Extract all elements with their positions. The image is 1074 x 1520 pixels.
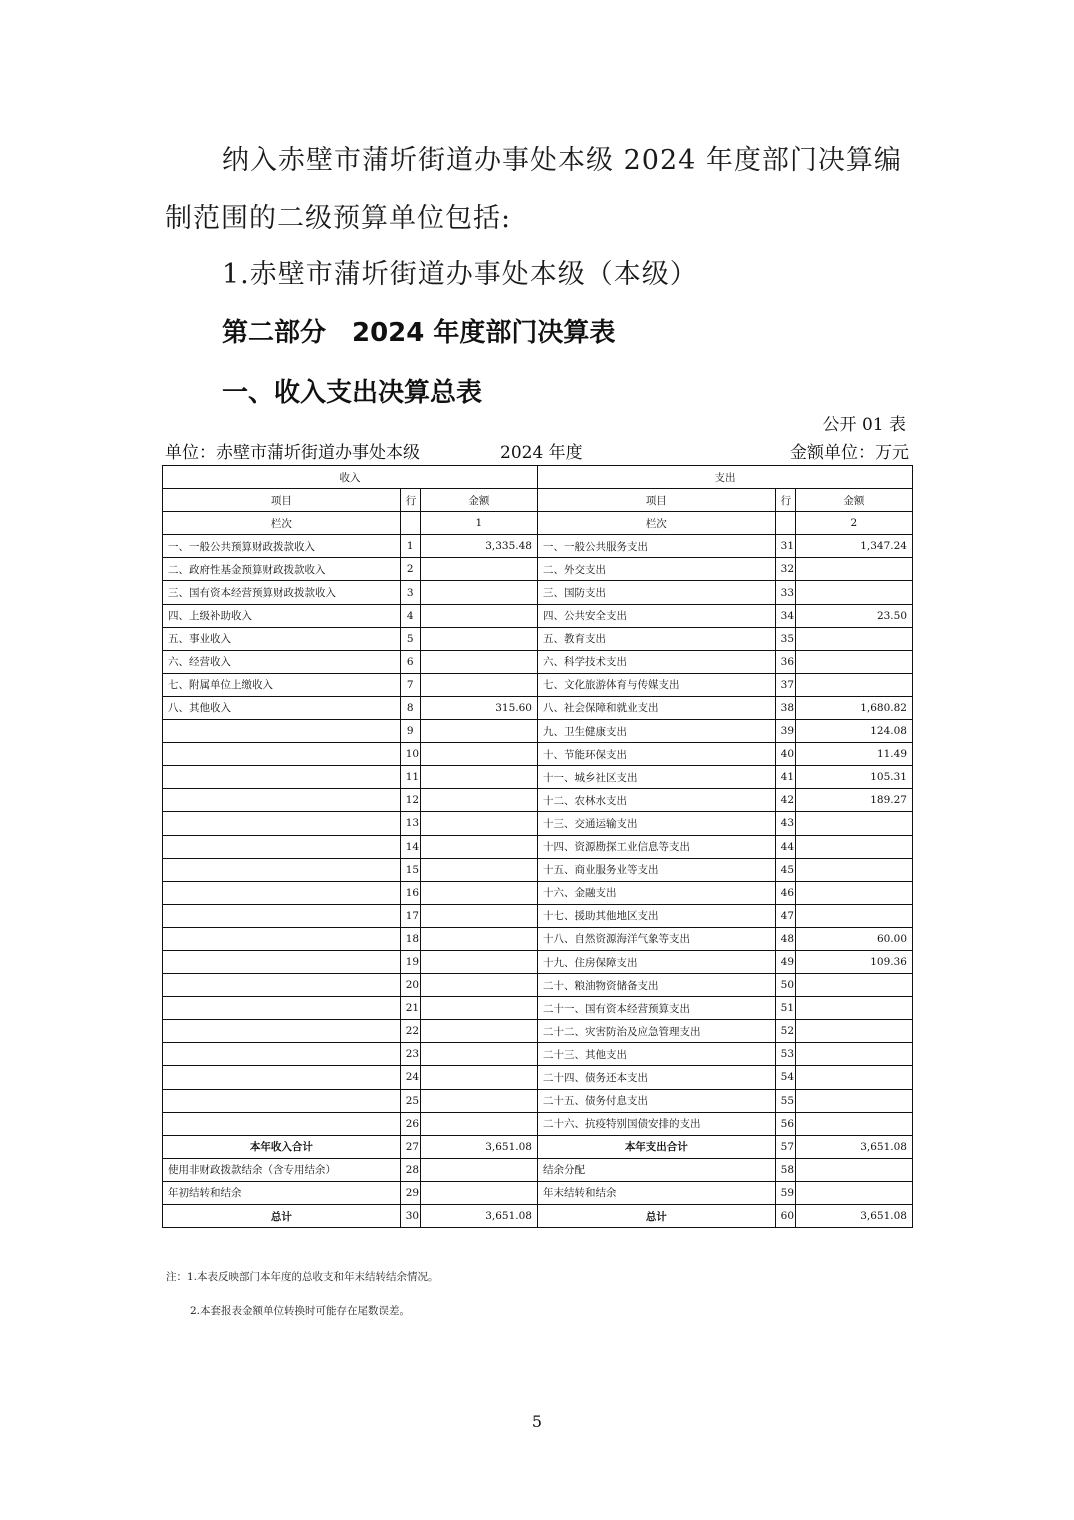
income-line-cell: 12 (400, 789, 420, 812)
income-line-cell: 21 (400, 997, 420, 1020)
income-line-cell: 16 (400, 881, 420, 904)
income-amount-cell (420, 673, 537, 696)
expense-line-cell: 38 (775, 696, 795, 719)
income-line-cell: 9 (400, 720, 420, 743)
income-item-cell: 八、其他收入 (163, 696, 401, 719)
income-line-cell: 8 (400, 696, 420, 719)
table-row (163, 812, 913, 835)
expense-item-cell: 结余分配 (537, 1158, 775, 1181)
income-line-cell: 1 (400, 535, 420, 558)
table-row (163, 835, 913, 858)
expense-item-cell: 二十二、灾害防治及应急管理支出 (537, 1020, 775, 1043)
expense-item-cell: 六、科学技术支出 (537, 650, 775, 673)
income-amount-cell (420, 1158, 537, 1181)
expense-index-label: 栏次 (537, 512, 775, 535)
income-amount-cell (420, 1089, 537, 1112)
income-amount-cell (420, 1043, 537, 1066)
income-line-cell: 14 (400, 835, 420, 858)
table-row (163, 904, 913, 927)
expense-item-cell: 二十五、债务付息支出 (537, 1089, 775, 1112)
income-item-cell (163, 720, 401, 743)
income-line-cell: 17 (400, 904, 420, 927)
income-line-cell: 29 (400, 1181, 420, 1204)
expense-amount-cell (795, 1112, 912, 1135)
table-row (163, 1043, 913, 1066)
expense-item-header: 项目 (537, 489, 775, 512)
expense-line-cell: 35 (775, 627, 795, 650)
money-unit-label: 金额单位：万元 (790, 443, 909, 463)
income-amount-cell (420, 1020, 537, 1043)
group-header-row (163, 466, 913, 489)
income-line-cell: 13 (400, 812, 420, 835)
expense-item-cell: 四、公共安全支出 (537, 604, 775, 627)
page-number: 5 (531, 1412, 543, 1431)
income-line-header: 行 (400, 489, 420, 512)
expense-amount-cell (795, 627, 912, 650)
income-item-cell (163, 1089, 401, 1112)
expense-line-cell: 46 (775, 881, 795, 904)
table-row (163, 858, 913, 881)
income-line-cell: 5 (400, 627, 420, 650)
table-row (163, 766, 913, 789)
income-line-cell: 6 (400, 650, 420, 673)
part-heading: 第二部分 2024 年度部门决算表 (222, 318, 616, 348)
income-amount-cell (420, 904, 537, 927)
expense-line-cell: 52 (775, 1020, 795, 1043)
expense-line-cell: 44 (775, 835, 795, 858)
table-row (163, 627, 913, 650)
expense-item-cell: 七、文化旅游体育与传媒支出 (537, 673, 775, 696)
table-row (163, 696, 913, 719)
expense-amount-cell: 11.49 (795, 743, 912, 766)
expense-amount-cell: 1,680.82 (795, 696, 912, 719)
table-row (163, 1020, 913, 1043)
income-item-cell (163, 927, 401, 950)
income-amount-cell (420, 627, 537, 650)
income-amount-cell (420, 881, 537, 904)
expense-amount-cell: 124.08 (795, 720, 912, 743)
income-line-cell: 7 (400, 673, 420, 696)
income-amount-cell (420, 927, 537, 950)
expense-item-cell: 二、外交支出 (537, 558, 775, 581)
expense-item-cell: 总计 (537, 1205, 775, 1228)
table-row (163, 1112, 913, 1135)
income-amount-cell (420, 650, 537, 673)
income-line-cell: 27 (400, 1135, 420, 1158)
income-item-cell: 本年收入合计 (163, 1135, 401, 1158)
expense-item-cell: 二十三、其他支出 (537, 1043, 775, 1066)
balance-row (163, 1158, 913, 1181)
expense-line-cell: 60 (775, 1205, 795, 1228)
income-amount-cell (420, 1112, 537, 1135)
expense-amount-cell (795, 835, 912, 858)
expense-amount-cell (795, 558, 912, 581)
income-line-cell: 24 (400, 1066, 420, 1089)
expense-amount-cell: 60.00 (795, 927, 912, 950)
balance-row (163, 1181, 913, 1204)
income-item-cell: 二、政府性基金预算财政拨款收入 (163, 558, 401, 581)
income-amount-cell: 3,651.08 (420, 1135, 537, 1158)
expense-line-cell: 37 (775, 673, 795, 696)
expense-item-cell: 十七、援助其他地区支出 (537, 904, 775, 927)
expense-amount-cell (795, 1020, 912, 1043)
income-amount-cell (420, 766, 537, 789)
expense-amount-cell (795, 812, 912, 835)
table-row (163, 789, 913, 812)
income-item-cell: 总计 (163, 1205, 401, 1228)
expense-line-cell: 49 (775, 950, 795, 973)
income-item-cell (163, 997, 401, 1020)
income-amount-cell (420, 789, 537, 812)
income-amount-cell (420, 720, 537, 743)
income-amount-cell (420, 743, 537, 766)
expense-item-cell: 五、教育支出 (537, 627, 775, 650)
income-item-cell (163, 835, 401, 858)
unit-list-item: 1.赤壁市蒲圻街道办事处本级（本级） (222, 259, 698, 290)
expense-amount-cell (795, 581, 912, 604)
table-row (163, 720, 913, 743)
income-item-cell (163, 766, 401, 789)
expense-amount-cell (795, 1089, 912, 1112)
income-line-cell: 15 (400, 858, 420, 881)
expense-line-cell: 40 (775, 743, 795, 766)
expense-item-cell: 年末结转和结余 (537, 1181, 775, 1204)
expense-line-cell: 57 (775, 1135, 795, 1158)
income-amount-cell (420, 858, 537, 881)
income-line-cell: 11 (400, 766, 420, 789)
income-line-cell: 2 (400, 558, 420, 581)
income-item-cell: 七、附属单位上缴收入 (163, 673, 401, 696)
year-label: 2024 年度 (500, 443, 583, 463)
subtotal-row (163, 1135, 913, 1158)
expense-line-cell: 45 (775, 858, 795, 881)
expense-item-cell: 十五、商业服务业等支出 (537, 858, 775, 881)
income-item-cell (163, 950, 401, 973)
income-amount-cell (420, 835, 537, 858)
income-line-cell: 20 (400, 974, 420, 997)
expense-amount-cell (795, 904, 912, 927)
income-item-cell (163, 1043, 401, 1066)
expense-item-cell: 十四、资源勘探工业信息等支出 (537, 835, 775, 858)
expense-item-cell: 十、节能环保支出 (537, 743, 775, 766)
income-amount-cell (420, 604, 537, 627)
income-amount-cell (420, 1066, 537, 1089)
expense-line-cell: 59 (775, 1181, 795, 1204)
income-item-cell: 五、事业收入 (163, 627, 401, 650)
expense-line-cell: 48 (775, 927, 795, 950)
footnote-1: 注：1.本表反映部门本年度的总收支和年末结转结余情况。 (166, 1271, 439, 1283)
expense-item-cell: 十九、住房保障支出 (537, 950, 775, 973)
income-item-cell (163, 743, 401, 766)
income-line-cell: 3 (400, 581, 420, 604)
table-row (163, 1066, 913, 1089)
income-amount-cell: 3,651.08 (420, 1205, 537, 1228)
expense-amount-cell: 3,651.08 (795, 1205, 912, 1228)
expense-line-cell: 34 (775, 604, 795, 627)
table-row (163, 743, 913, 766)
income-amount-header: 金额 (420, 489, 537, 512)
income-amount-cell (420, 558, 537, 581)
income-item-cell: 三、国有资本经营预算财政拨款收入 (163, 581, 401, 604)
income-line-cell: 25 (400, 1089, 420, 1112)
expense-amount-cell (795, 974, 912, 997)
table-row (163, 558, 913, 581)
expense-line-cell: 33 (775, 581, 795, 604)
expense-line-cell: 50 (775, 974, 795, 997)
income-item-cell (163, 1020, 401, 1043)
table-row (163, 1089, 913, 1112)
income-index-line (400, 512, 420, 535)
column-index-row (163, 512, 913, 535)
table-row (163, 927, 913, 950)
column-header-row (163, 489, 913, 512)
income-amount-cell: 3,335.48 (420, 535, 537, 558)
income-amount-cell (420, 974, 537, 997)
footnote-2: 2.本套报表金额单位转换时可能存在尾数误差。 (190, 1305, 411, 1317)
expense-item-cell: 二十、粮油物资储备支出 (537, 974, 775, 997)
income-item-cell (163, 904, 401, 927)
income-line-cell: 10 (400, 743, 420, 766)
expense-line-cell: 51 (775, 997, 795, 1020)
expense-item-cell: 二十六、抗疫特别国债安排的支出 (537, 1112, 775, 1135)
expense-amount-cell: 23.50 (795, 604, 912, 627)
expense-amount-cell: 105.31 (795, 766, 912, 789)
expense-line-cell: 41 (775, 766, 795, 789)
intro-paragraph-line2: 制范围的二级预算单位包括: (165, 203, 512, 234)
expense-amount-cell: 189.27 (795, 789, 912, 812)
income-item-cell: 四、上级补助收入 (163, 604, 401, 627)
income-item-cell: 年初结转和结余 (163, 1181, 401, 1204)
income-amount-cell (420, 997, 537, 1020)
expense-line-cell: 36 (775, 650, 795, 673)
income-item-cell (163, 1066, 401, 1089)
expense-item-cell: 九、卫生健康支出 (537, 720, 775, 743)
income-amount-cell (420, 950, 537, 973)
table-row (163, 604, 913, 627)
income-line-cell: 26 (400, 1112, 420, 1135)
expense-index-line (775, 512, 795, 535)
table-row (163, 950, 913, 973)
table-row (163, 650, 913, 673)
expense-amount-cell (795, 1043, 912, 1066)
expense-item-cell: 八、社会保障和就业支出 (537, 696, 775, 719)
table-row (163, 673, 913, 696)
table-row (163, 997, 913, 1020)
income-amount-cell (420, 1181, 537, 1204)
expense-line-cell: 42 (775, 789, 795, 812)
grand-total-row (163, 1205, 913, 1228)
expense-line-cell: 56 (775, 1112, 795, 1135)
expense-item-cell: 二十四、债务还本支出 (537, 1066, 775, 1089)
expense-amount-cell: 3,651.08 (795, 1135, 912, 1158)
income-line-cell: 19 (400, 950, 420, 973)
income-amount-cell (420, 581, 537, 604)
expense-line-cell: 31 (775, 535, 795, 558)
income-item-cell: 六、经营收入 (163, 650, 401, 673)
income-line-cell: 30 (400, 1205, 420, 1228)
income-index-number: 1 (420, 512, 537, 535)
income-item-cell (163, 974, 401, 997)
income-expense-table (162, 465, 913, 1228)
expense-group-header: 支出 (537, 466, 912, 489)
expense-amount-cell (795, 673, 912, 696)
expense-amount-cell (795, 1158, 912, 1181)
table-row (163, 581, 913, 604)
expense-line-cell: 54 (775, 1066, 795, 1089)
expense-item-cell: 一、一般公共服务支出 (537, 535, 775, 558)
income-item-cell (163, 881, 401, 904)
income-item-cell (163, 789, 401, 812)
income-index-label: 栏次 (163, 512, 401, 535)
intro-paragraph-line1: 纳入赤壁市蒲圻街道办事处本级 2024 年度部门决算编 (222, 145, 902, 176)
income-group-header: 收入 (163, 466, 538, 489)
expense-item-cell: 本年支出合计 (537, 1135, 775, 1158)
expense-item-cell: 十六、金融支出 (537, 881, 775, 904)
expense-amount-cell (795, 1066, 912, 1089)
expense-amount-header: 金额 (795, 489, 912, 512)
income-line-cell: 18 (400, 927, 420, 950)
expense-line-header: 行 (775, 489, 795, 512)
expense-amount-cell: 109.36 (795, 950, 912, 973)
expense-item-cell: 十二、农林水支出 (537, 789, 775, 812)
table-row (163, 881, 913, 904)
expense-item-cell: 三、国防支出 (537, 581, 775, 604)
income-amount-cell (420, 812, 537, 835)
table-row (163, 974, 913, 997)
income-item-cell (163, 812, 401, 835)
table-row (163, 535, 913, 558)
expense-amount-cell (795, 997, 912, 1020)
income-item-cell (163, 1112, 401, 1135)
expense-line-cell: 47 (775, 904, 795, 927)
expense-amount-cell (795, 1181, 912, 1204)
income-item-cell (163, 858, 401, 881)
income-line-cell: 4 (400, 604, 420, 627)
expense-line-cell: 53 (775, 1043, 795, 1066)
expense-line-cell: 39 (775, 720, 795, 743)
expense-line-cell: 58 (775, 1158, 795, 1181)
expense-line-cell: 43 (775, 812, 795, 835)
expense-item-cell: 十三、交通运输支出 (537, 812, 775, 835)
expense-line-cell: 32 (775, 558, 795, 581)
unit-label: 单位：赤壁市蒲圻街道办事处本级 (165, 443, 420, 463)
income-line-cell: 22 (400, 1020, 420, 1043)
expense-item-cell: 十一、城乡社区支出 (537, 766, 775, 789)
section-heading: 一、收入支出决算总表 (222, 378, 483, 408)
expense-amount-cell (795, 858, 912, 881)
income-line-cell: 28 (400, 1158, 420, 1181)
expense-index-number: 2 (795, 512, 912, 535)
expense-amount-cell (795, 650, 912, 673)
expense-amount-cell: 1,347.24 (795, 535, 912, 558)
income-item-cell: 一、一般公共预算财政拨款收入 (163, 535, 401, 558)
table-meta-row (165, 438, 909, 462)
income-item-cell: 使用非财政拨款结余（含专用结余） (163, 1158, 401, 1181)
expense-line-cell: 55 (775, 1089, 795, 1112)
expense-amount-cell (795, 881, 912, 904)
table-id: 公开 01 表 (822, 415, 906, 435)
expense-item-cell: 二十一、国有资本经营预算支出 (537, 997, 775, 1020)
expense-item-cell: 十八、自然资源海洋气象等支出 (537, 927, 775, 950)
income-item-header: 项目 (163, 489, 401, 512)
income-line-cell: 23 (400, 1043, 420, 1066)
income-amount-cell: 315.60 (420, 696, 537, 719)
